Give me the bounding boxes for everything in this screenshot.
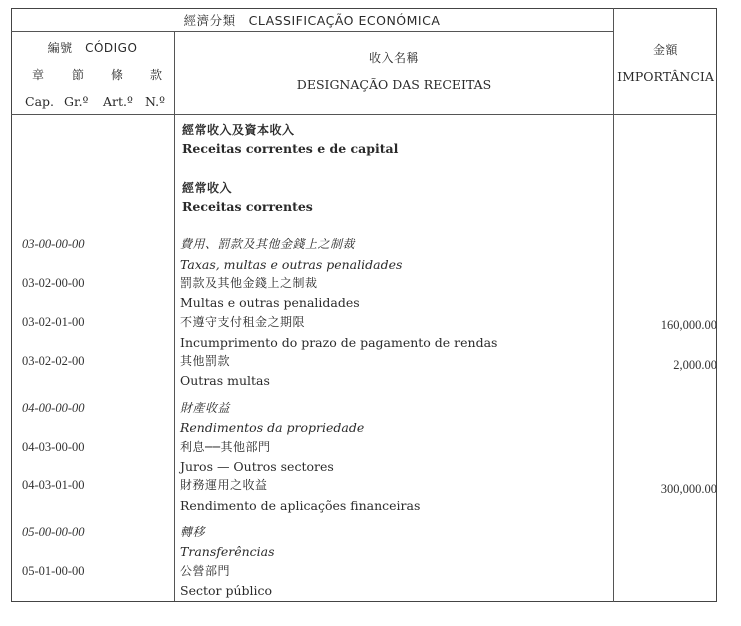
col-n-zh: 款: [150, 68, 163, 82]
row-code: 04-03-00-00: [22, 440, 85, 454]
col-cap-pt: Cap.: [25, 94, 54, 109]
row-desc-zh: 費用、罰款及其他金錢上之制裁: [180, 237, 356, 251]
row-desc-pt: Transferências: [180, 544, 275, 559]
row-desc-zh: 罰款及其他金錢上之制裁: [180, 276, 318, 290]
row-desc-pt: Incumprimento do prazo de pagamento de rendas: [180, 335, 498, 350]
designation-heading-zh: 收入名稱: [368, 51, 419, 65]
row-desc-pt: Outras multas: [180, 373, 270, 388]
row-desc-pt: Sector público: [180, 583, 273, 598]
col-art-zh: 條: [111, 68, 124, 82]
row-code: 05-00-00-00: [22, 525, 85, 539]
row-desc-zh: 轉移: [180, 525, 206, 539]
col-cap-zh: 章: [32, 68, 45, 82]
col-n-pt: N.º: [145, 94, 165, 109]
row-desc-zh: 公營部門: [180, 564, 231, 578]
row-code: 03-02-02-00: [22, 354, 85, 368]
row-code: 04-03-01-00: [22, 478, 85, 492]
row-code: 03-00-00-00: [22, 237, 85, 251]
row-code: 04-00-00-00: [22, 401, 85, 415]
row-desc-zh: 不遵守支付租金之期限: [180, 315, 306, 329]
row-code: 05-01-00-00: [22, 564, 85, 578]
row-desc-pt: Rendimentos da propriedade: [180, 420, 365, 435]
designation-heading-pt: DESIGNAÇÃO DAS RECEITAS: [296, 77, 492, 92]
section-title-pt: Receitas correntes: [182, 199, 313, 214]
header-rule-top: [11, 31, 613, 32]
amount-heading-zh: 金額: [652, 43, 678, 57]
row-code: 03-02-01-00: [22, 315, 85, 329]
row-desc-zh: 財務運用之收益: [180, 478, 268, 492]
section-title-zh: 經常收入: [182, 181, 233, 195]
amount-heading-pt: IMPORTÂNCIA: [617, 69, 714, 84]
col-art-pt: Art.º: [103, 94, 133, 109]
row-amount: 160,000.00: [660, 318, 717, 332]
code-heading: 編號 CÓDIGO: [47, 41, 138, 55]
col-gr-zh: 節: [72, 68, 85, 82]
row-desc-zh: 財產收益: [180, 401, 231, 415]
row-desc-pt: Rendimento de aplicações financeiras: [180, 498, 421, 513]
row-desc-zh: 其他罰款: [180, 354, 231, 368]
section-title-zh: 經常收入及資本收入: [182, 123, 295, 137]
section-title-pt: Receitas correntes e de capital: [182, 141, 399, 156]
row-desc-zh: 利息──其他部門: [180, 440, 271, 454]
col-divider-amount: [613, 8, 614, 602]
header-rule-bottom: [11, 114, 717, 115]
col-gr-pt: Gr.º: [64, 94, 89, 109]
row-amount: 300,000.00: [660, 482, 717, 496]
row-desc-pt: Juros — Outros sectores: [180, 459, 334, 474]
classification-heading: 經濟分類 CLASSIFICAÇÃO ECONÓMICA: [183, 13, 441, 28]
row-desc-pt: Taxas, multas e outras penalidades: [180, 257, 403, 272]
row-amount: 2,000.00: [673, 358, 717, 372]
row-desc-pt: Multas e outras penalidades: [180, 295, 360, 310]
col-divider-code: [174, 31, 175, 601]
row-code: 03-02-00-00: [22, 276, 85, 290]
